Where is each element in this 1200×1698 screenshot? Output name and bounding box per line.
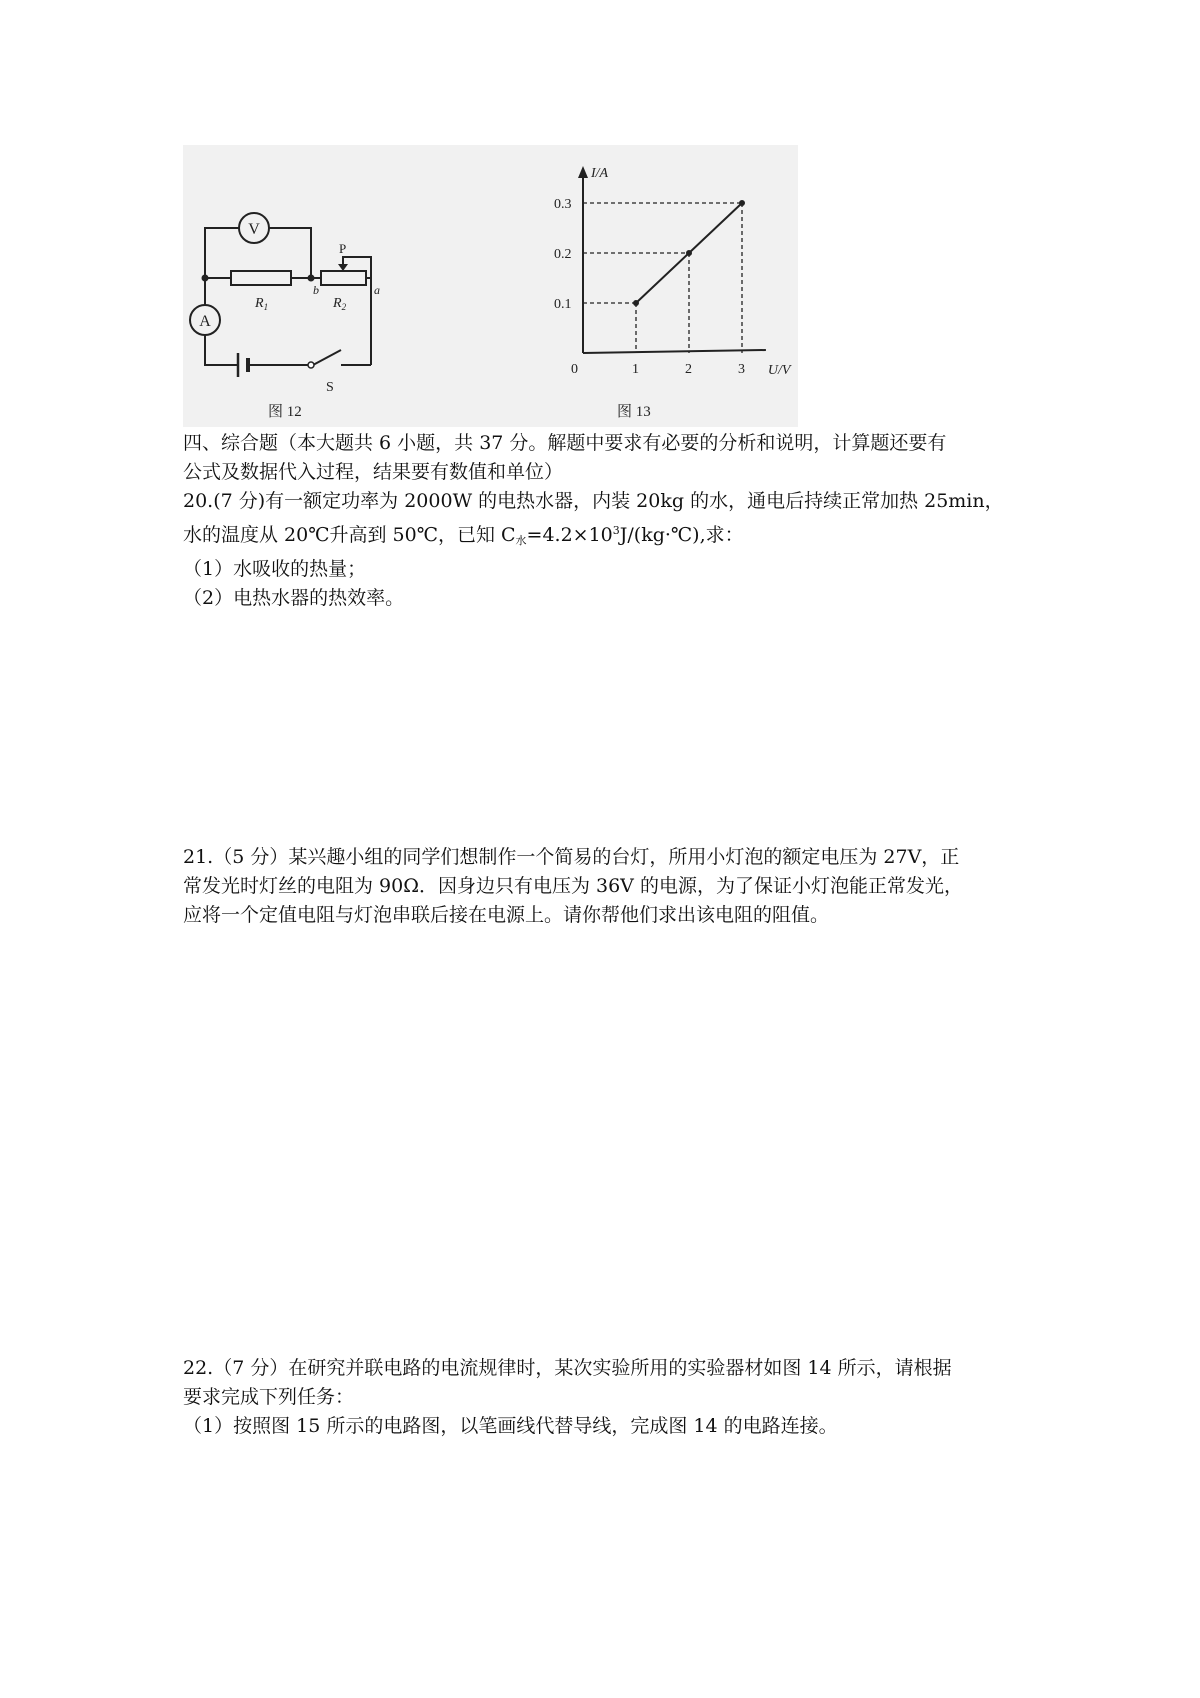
y-tick-label-2: 0.2 [554,247,572,262]
x-axis-label: U/V [767,363,791,378]
fig12-caption: 图 12 [268,404,302,420]
r1-resistor [231,271,291,285]
junction-dot-right [308,275,315,282]
r2-label: $R_2$ [333,296,347,312]
junction-dot-left [202,275,209,282]
section4-heading [183,429,1033,487]
section4-line1: 四、综合题（本大题共 6 小题，共 37 分。解题中要求有必要的分析和说明，计算题还要有 [183,432,947,454]
y-axis-arrow [578,166,588,178]
r2-rheostat [321,271,366,285]
switch-label: S [326,380,334,395]
question-20 [183,487,1033,613]
data-point-1 [633,300,639,306]
question-22 [183,1354,1033,1441]
question-21 [183,843,1033,930]
q21-line3: 应将一个定值电阻与灯泡串联后接在电源上。请你帮他们求出该电阻的阻值。 [183,904,830,926]
q22-line2: 要求完成下列任务： [183,1386,355,1408]
q22-sub1: （1）按照图 15 所示的电路图，以笔画线代替导线，完成图 14 的电路连接。 [183,1415,838,1437]
q20-line2: 水的温度从 20℃升高到 50℃，已知 $C_水=4.2\times 10^3J/(kg\cdot℃)$,求： [183,524,744,547]
x-tick-label-2: 2 [685,362,692,377]
x-axis [583,350,766,353]
y-tick-label-1: 0.1 [554,297,572,312]
section4-line2: 公式及数据代入过程，结果要有数值和单位） [183,461,564,483]
origin-label: 0 [571,362,578,377]
ammeter-label: A [199,313,211,330]
q20-line1: 20.(7 分)有一额定功率为 2000W 的电热水器，内装 20kg 的水，通电后持续正常加热 25min， [183,490,1004,512]
q22-line1: 22.（7 分）在研究并联电路的电流规律时，某次实验所用的实验器材如图 14 所示，请根据 [183,1357,952,1379]
q21-line2: 常发光时灯丝的电阻为 90Ω．因身边只有电压为 36V 的电源，为了保证小灯泡能正常发光， [183,875,963,897]
data-point-2 [686,250,692,256]
end-a-label: a [374,283,380,297]
x-tick-label-1: 1 [632,362,639,377]
q20-sub2: （2）电热水器的热效率。 [183,587,405,609]
r1-label: $R_1$ [255,296,269,312]
slider-label: P [339,241,347,256]
figures-svg [183,145,798,427]
y-axis-label: I/A [591,166,609,181]
voltmeter-label: V [248,221,260,238]
y-tick-label-3: 0.3 [554,197,572,212]
q20-sub1: （1）水吸收的热量； [183,558,367,580]
end-b-label: b [313,283,319,297]
data-point-3 [739,200,745,206]
iu-graph [554,166,792,378]
fig13-caption: 图 13 [617,404,651,420]
q21-line1: 21.（5 分）某兴趣小组的同学们想制作一个简易的台灯，所用小灯泡的额定电压为 27V，正 [183,846,960,868]
figures-panel [183,145,798,427]
x-tick-label-3: 3 [738,362,745,377]
switch-lever [313,350,341,365]
switch-contact [308,362,314,368]
